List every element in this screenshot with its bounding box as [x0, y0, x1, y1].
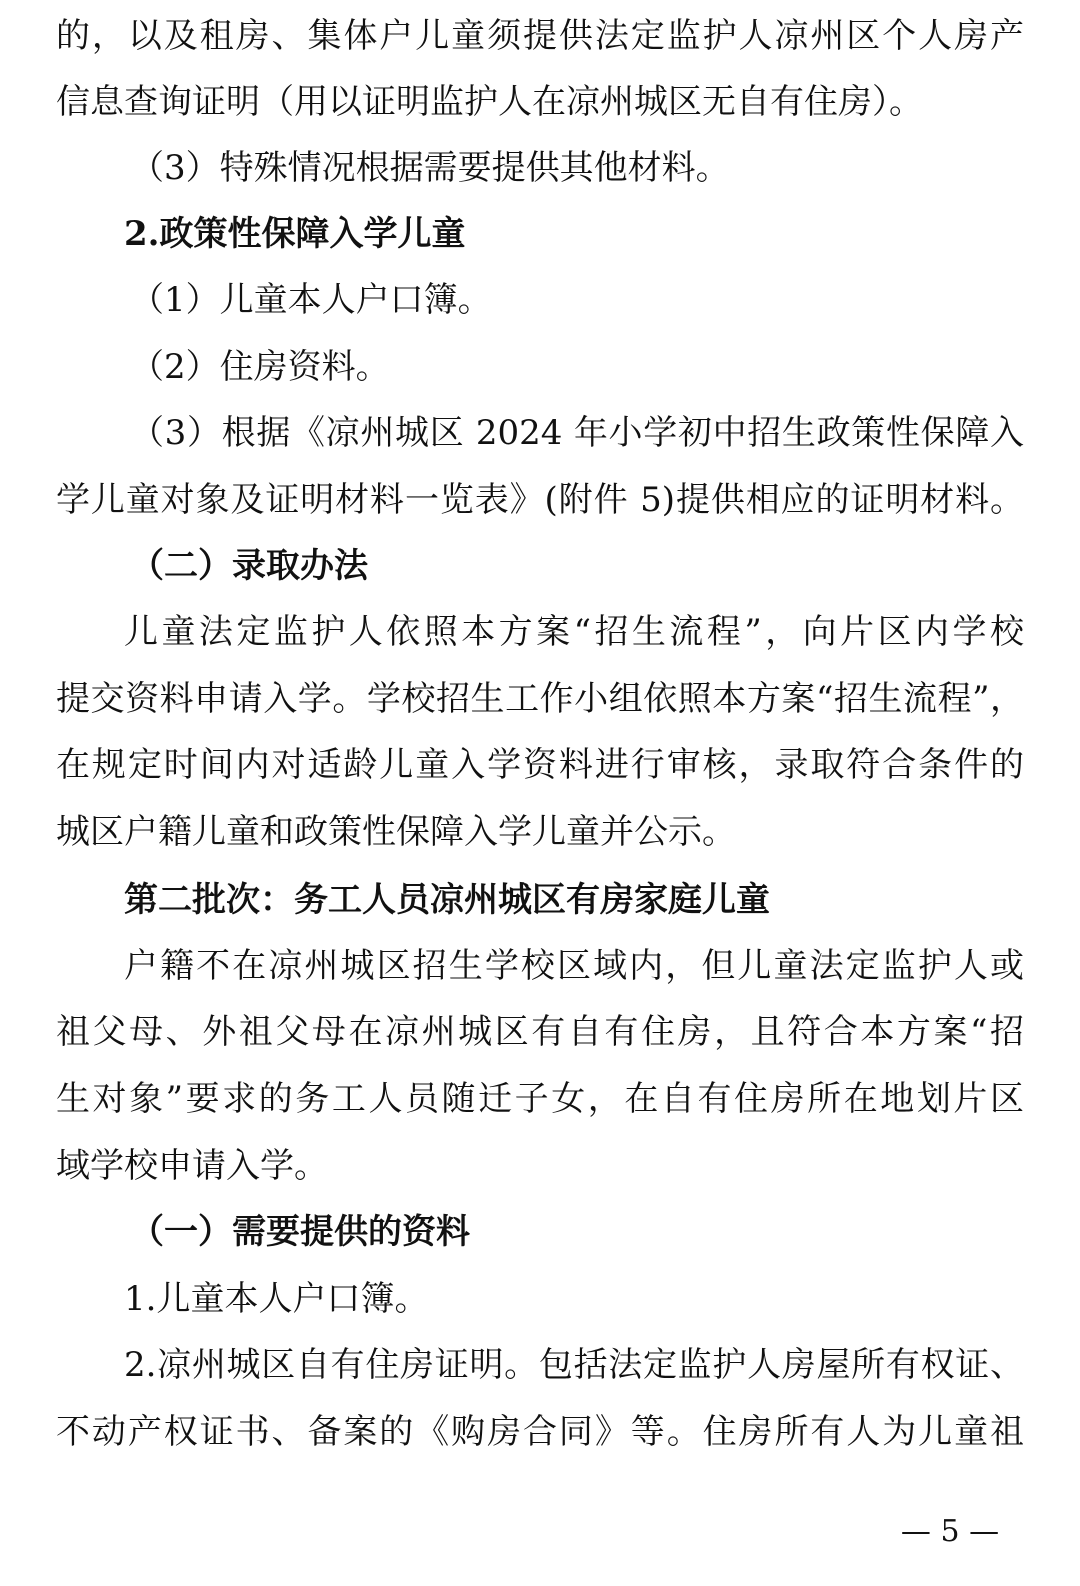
page-number: — 5 —: [900, 1514, 1000, 1549]
text-line-10: 儿童法定监护人依照本方案“招生流程”，向片区内学校: [124, 612, 1024, 652]
text-line-21: 2.凉州城区自有住房证明。包括法定监护人房屋所有权证、: [124, 1345, 1024, 1385]
text-line-22: 不动产权证书、备案的《购房合同》等。住房所有人为儿童祖: [56, 1412, 1024, 1452]
text-line-13: 城区户籍儿童和政策性保障入学儿童并公示。: [56, 812, 736, 852]
text-line-7: （3）根据《凉州城区 2024 年小学初中招生政策性保障入: [130, 413, 1024, 453]
section-heading-admission-method: （二）录取办法: [130, 546, 368, 586]
section-heading-required-materials: （一）需要提供的资料: [130, 1212, 470, 1252]
text-line-5: （1）儿童本人户口簿。: [130, 280, 492, 320]
text-line-3: （3）特殊情况根据需要提供其他材料。: [130, 148, 730, 188]
text-line-20: 1.儿童本人户口簿。: [124, 1279, 429, 1319]
text-line-18: 域学校申请入学。: [56, 1146, 328, 1186]
text-line-15: 户籍不在凉州城区招生学校区域内，但儿童法定监护人或: [124, 946, 1024, 986]
text-line-12: 在规定时间内对适龄儿童入学资料进行审核，录取符合条件的: [56, 745, 1024, 785]
text-line-1: 的，以及租房、集体户儿童须提供法定监护人凉州区个人房产: [56, 16, 1024, 56]
text-line-17: 生对象”要求的务工人员随迁子女，在自有住房所在地划片区: [56, 1079, 1024, 1119]
section-heading-second-batch: 第二批次：务工人员凉州城区有房家庭儿童: [124, 880, 770, 920]
text-line-8: 学儿童对象及证明材料一览表》(附件 5)提供相应的证明材料。: [56, 480, 1024, 520]
text-line-16: 祖父母、外祖父母在凉州城区有自有住房，且符合本方案“招: [56, 1012, 1024, 1052]
text-line-6: （2）住房资料。: [130, 347, 390, 387]
text-line-2: 信息查询证明（用以证明监护人在凉州城区无自有住房）。: [56, 82, 923, 122]
section-heading-policy-children: 2.政策性保障入学儿童: [124, 214, 466, 254]
text-line-11: 提交资料申请入学。学校招生工作小组依照本方案“招生流程”，: [56, 679, 1024, 719]
